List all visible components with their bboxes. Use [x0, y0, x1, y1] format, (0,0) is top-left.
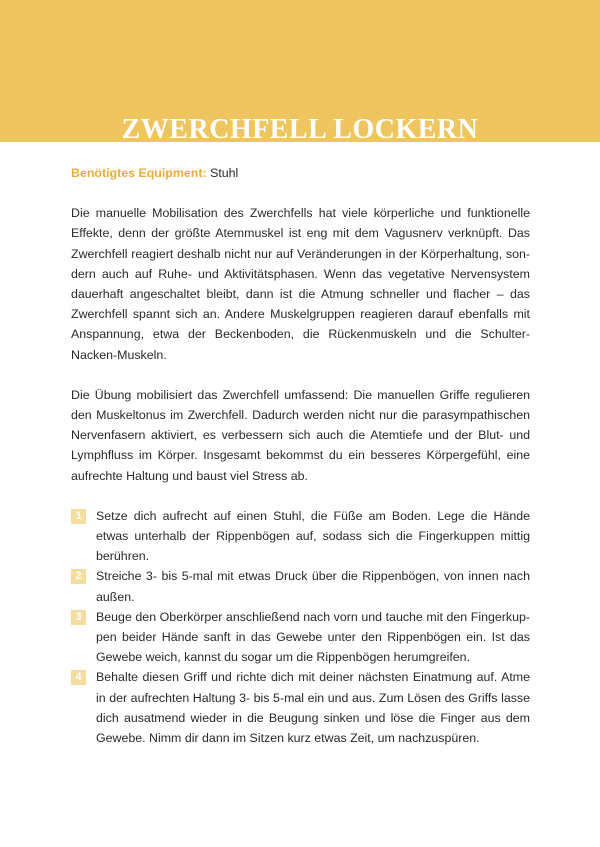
- step-item-4: [71, 667, 530, 748]
- step-text: Setze dich aufrecht auf einen Stuhl, die Füße am Boden. Lege die Hände etwas unterhalb der Rippenbögen auf, sodass sich die Fingerkuppen mittig berühren.: [96, 508, 530, 564]
- step-number-badge: 3: [71, 610, 86, 625]
- step-item-1: [71, 506, 530, 567]
- equipment-value: Stuhl: [210, 166, 239, 180]
- step-text: Streiche 3- bis 5-mal mit etwas Druck über die Rippenbögen, von innen nach außen.: [96, 569, 530, 604]
- page-title: ZWERCHFELL LOCKERN: [121, 113, 479, 145]
- main-content: [71, 163, 530, 748]
- step-text: Behalte diesen Griff und richte dich mit deiner nächsten Einatmung auf. Atme in der aufrechten Haltung 3- bis 5-mal ein und aus. Zum Lösen des Griffs lasse dich ausatmend wieder in die Beugung sinken und löse die Finger aus dem Gewebe. Nimm dir dann im Sitzen kurz etwas Zeit, um nachzuspüren.: [96, 670, 530, 746]
- equipment-line: [71, 163, 530, 183]
- step-number-badge: 1: [71, 509, 86, 524]
- benefits-paragraph: Die Übung mobilisiert das Zwerchfell umfassend: Die manuellen Griffe regulieren den Muskeltonus im Zwerchfell. Dadurch werden nicht nur die parasympathischen Nervenfasern aktiviert, es verbessern sich auch die Atemtiefe und der Blut- und Lymphfluss im Körper. Insgesamt bekommst du ein besseres Körpergefühl, eine aufrechte Haltung und baust viel Stress ab.: [71, 387, 530, 483]
- step-item-2: [71, 566, 530, 606]
- equipment-label: Benötigtes Equipment:: [71, 166, 207, 180]
- steps-list: [71, 506, 530, 748]
- intro-paragraph: Die manuelle Mobilisation des Zwerchfells hat viele körperliche und funktionelle Effekte, denn der größte Atemmuskel ist eng mit dem Vagusnerv verknüpft. Das Zwerchfell reagiert deshalb nicht nur auf Veränderungen in der Körperhaltung, sondern auch auf Ruhe- und Aktivitätsphasen. Wenn das vegetative Nervensystem dauerhaft angeschaltet bleibt, dann ist die Atmung schneller und flacher – das Zwerchfell spannt sich an. Andere Muskelgruppen reagieren darauf ebenfalls mit Anspannung, etwa der Beckenboden, die Rückenmuskeln und die Schulter-Nacken-Muskeln.: [71, 206, 530, 362]
- step-item-3: [71, 607, 530, 668]
- step-number-badge: 2: [71, 569, 86, 584]
- step-text: Beuge den Oberkörper anschließend nach vorn und tauche mit den Fingerkuppen beider Hände sanft in das Gewebe unter den Rippenbögen ein. Ist das Gewebe weich, kannst du sogar um die Rippenbögen herumgreifen.: [96, 609, 530, 665]
- step-number-badge: 4: [71, 670, 86, 685]
